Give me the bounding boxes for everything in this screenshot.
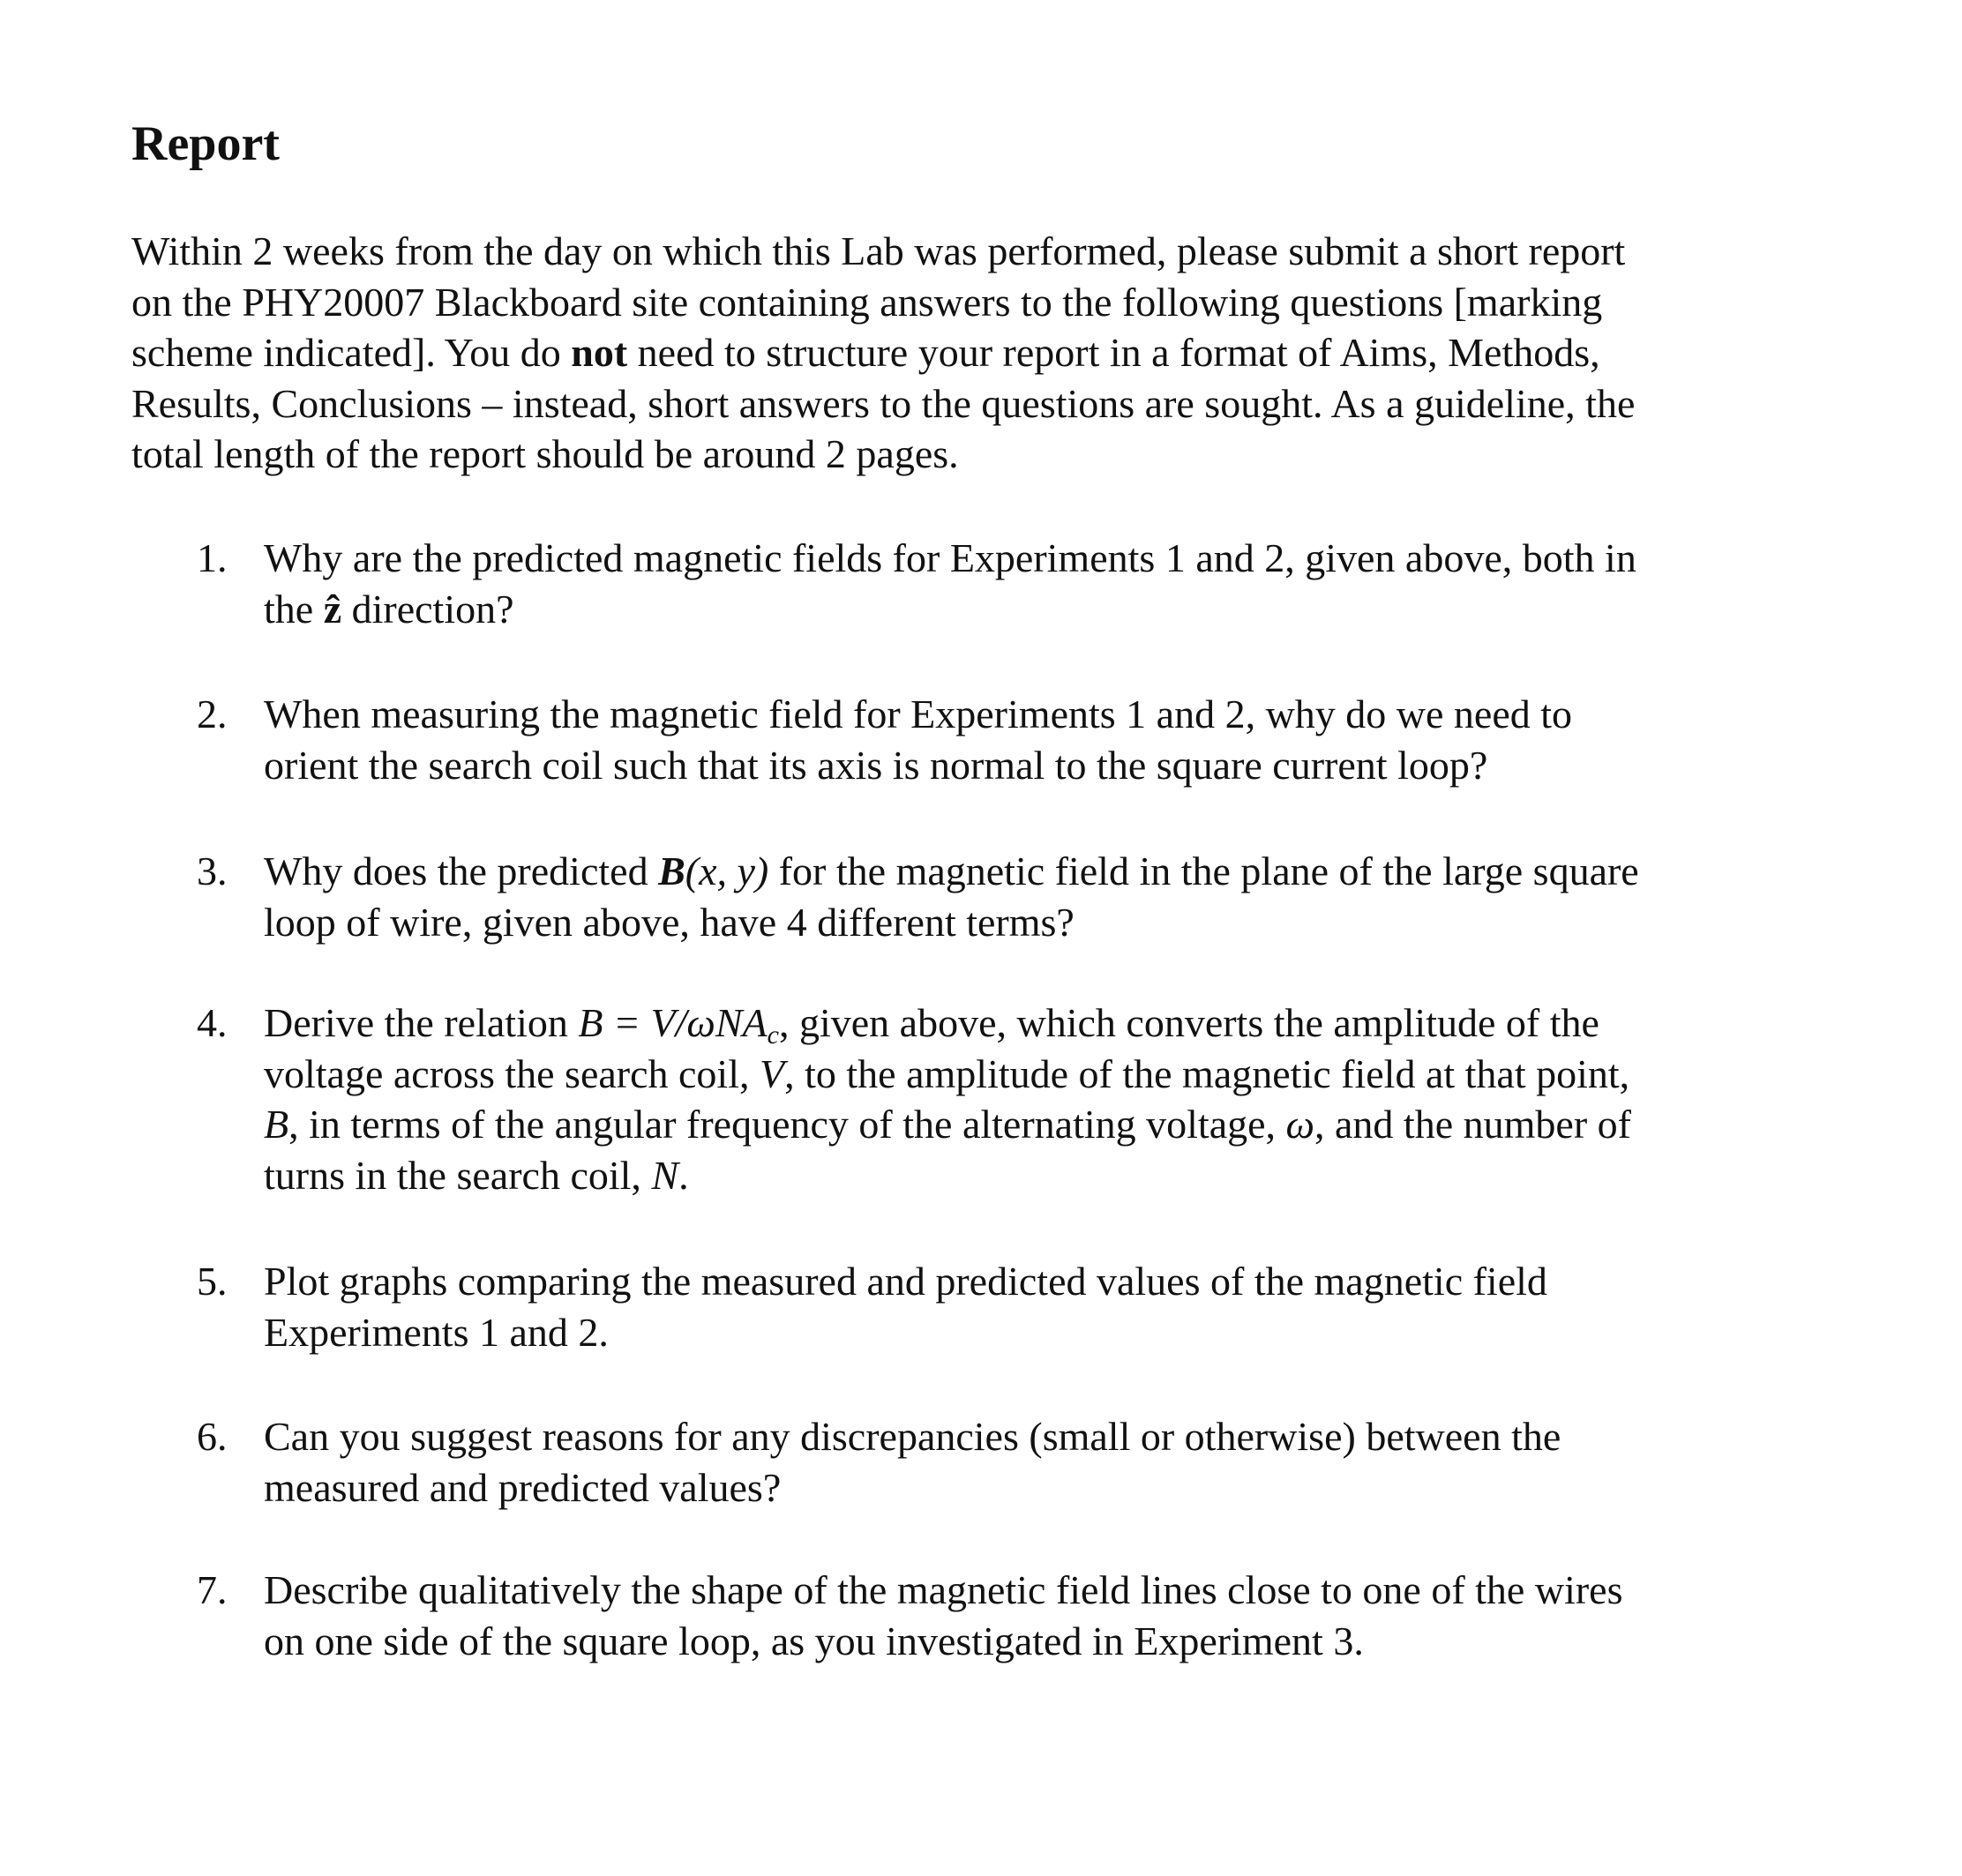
line <box>264 998 1631 1049</box>
intro-line: total length of the report should be around 2 pages. <box>131 431 959 476</box>
math-b: B <box>658 848 685 893</box>
line: on one side of the square loop, as you investigated in Experiment 3. <box>264 1618 1364 1663</box>
line <box>264 1150 1631 1201</box>
text: , and the number of <box>1314 1102 1631 1147</box>
question-text <box>264 1411 1561 1513</box>
line: Can you suggest reasons for any discrepancies (small or otherwise) between the <box>264 1414 1561 1459</box>
line <box>264 846 1639 897</box>
text: voltage across the search coil, <box>264 1050 760 1096</box>
text: , in terms of the angular frequency of the alternating voltage, <box>288 1102 1286 1147</box>
math-v: V <box>760 1050 785 1096</box>
line <box>264 1049 1631 1100</box>
text: the <box>264 586 324 632</box>
line: measured and predicted values? <box>264 1464 782 1510</box>
text: . <box>678 1152 689 1198</box>
text: Derive the relation <box>264 1000 579 1045</box>
math-subscript: c <box>767 1020 779 1050</box>
line <box>264 1099 1631 1150</box>
emphasis-not: not <box>571 330 628 375</box>
line <box>264 584 1636 635</box>
page-title: Report <box>131 116 280 171</box>
question-number: 7. <box>197 1567 228 1612</box>
question-number: 2. <box>197 691 228 736</box>
text: need to structure your report in a format of Aims, Methods, <box>627 330 1600 375</box>
z-hat-symbol: ẑ <box>323 586 342 632</box>
text: Why does the predicted <box>264 848 659 893</box>
math-omega: ω <box>1285 1102 1315 1147</box>
text: , given above, which converts the amplitude of the <box>778 1000 1599 1045</box>
math-n: N <box>651 1152 679 1198</box>
question-text <box>264 1256 1547 1357</box>
text: scheme indicated]. You do <box>131 330 572 375</box>
math-relation: B = V/ωNA <box>578 1000 768 1045</box>
question-number: 5. <box>197 1259 228 1304</box>
intro-paragraph <box>131 226 1635 480</box>
line: Plot graphs comparing the measured and predicted values of the magnetic field <box>264 1259 1547 1304</box>
line: orient the search coil such that its axis is normal to the square current loop? <box>264 742 1488 788</box>
text: turns in the search coil, <box>264 1152 652 1198</box>
intro-line <box>131 327 1635 378</box>
question-text <box>264 1565 1622 1666</box>
line: Why are the predicted magnetic fields for Experiments 1 and 2, given above, both in <box>264 535 1636 580</box>
math-args: (x, y) <box>685 848 769 893</box>
line: Experiments 1 and 2. <box>264 1309 609 1355</box>
intro-line: on the PHY20007 Blackboard site containing answers to the following questions [marking <box>131 279 1603 325</box>
text: direction? <box>341 586 514 632</box>
question-text <box>264 846 1639 947</box>
line: Describe qualitatively the shape of the magnetic field lines close to one of the wires <box>264 1567 1623 1612</box>
line: When measuring the magnetic field for Experiments 1 and 2, why do we need to <box>264 691 1573 736</box>
question-number: 6. <box>197 1414 228 1459</box>
question-number: 1. <box>197 535 228 580</box>
question-text <box>264 998 1631 1200</box>
text: , to the amplitude of the magnetic field at that point, <box>784 1050 1630 1096</box>
text: for the magnetic field in the plane of the large square <box>768 848 1639 893</box>
question-number: 4. <box>197 1000 228 1045</box>
intro-line: Within 2 weeks from the day on which this Lab was performed, please submit a short report <box>131 228 1626 273</box>
question-number: 3. <box>197 848 228 893</box>
question-text <box>264 689 1572 790</box>
math-b: B <box>264 1102 289 1147</box>
question-text <box>264 533 1636 634</box>
intro-line: Results, Conclusions – instead, short answers to the questions are sought. As a guideline, the <box>131 380 1636 426</box>
line: loop of wire, given above, have 4 different terms? <box>264 899 1075 945</box>
